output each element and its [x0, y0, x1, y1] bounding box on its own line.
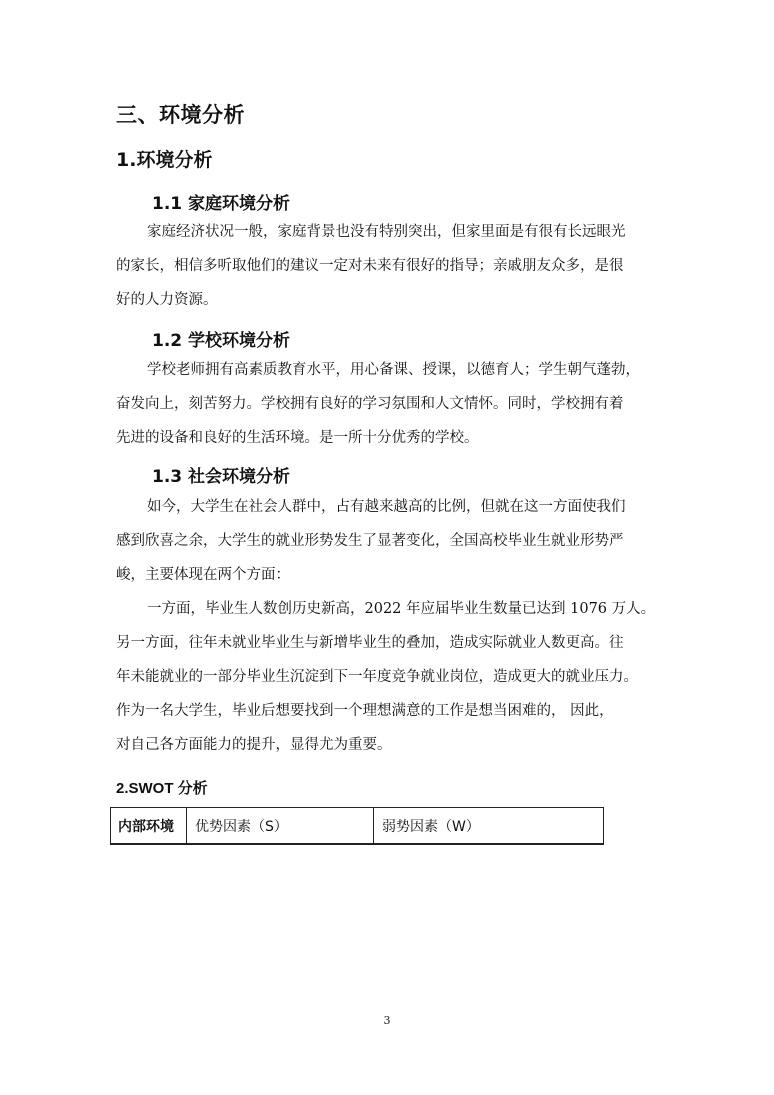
heading-school-environment: 1.2 学校环境分析 — [152, 331, 291, 351]
paragraph-society-environment-2 — [116, 592, 664, 762]
text-line: 年未能就业的一部分毕业生沉淀到下一年度竞争就业岗位，造成更大的就业压力。 — [116, 669, 638, 685]
text-line: 奋发向上，刻苦努力。学校拥有良好的学习氛围和人文情怀。同时，学校拥有着 — [116, 396, 624, 412]
section-title: 三、环境分析 — [116, 103, 245, 127]
text-line: 家庭经济状况一般，家庭背景也没有特别突出，但家里面是有很有长远眼光 — [147, 224, 626, 240]
text-line: 学校老师拥有高素质教育水平，用心备课、授课，以德育人；学生朝气蓬勃， — [147, 362, 640, 378]
text-line: 的家长，相信多听取他们的建议一定对未来有很好的指导；亲戚朋友众多，是很 — [116, 258, 624, 274]
page-number: 3 — [383, 1014, 391, 1027]
table-row — [111, 808, 604, 845]
heading-society-environment: 1.3 社会环境分析 — [152, 467, 291, 487]
text-line: 感到欣喜之余，大学生的就业形势发生了显著变化，全国高校毕业生就业形势严 — [116, 533, 624, 549]
paragraph-family-environment — [116, 215, 664, 317]
text-line: 好的人力资源。 — [116, 292, 218, 308]
heading-family-environment: 1.1 家庭环境分析 — [152, 194, 291, 214]
text-line: 对自己各方面能力的提升，显得尤为重要。 — [116, 737, 392, 753]
text-line: 另一方面，往年未就业毕业生与新增毕业生的叠加，造成实际就业人数更高。往 — [116, 635, 624, 651]
text-line: 如今，大学生在社会人群中，占有越来越高的比例，但就在这一方面使我们 — [147, 499, 626, 515]
paragraph-school-environment — [116, 353, 664, 455]
heading-swot-analysis: 2.SWOT 分析 — [116, 780, 208, 797]
swot-weaknesses-header: 弱势因素（W） — [374, 808, 604, 845]
text-line: 先进的设备和良好的生活环境。是一所十分优秀的学校。 — [116, 430, 479, 446]
paragraph-society-environment-1 — [116, 490, 664, 592]
swot-row-label: 内部环境 — [111, 808, 187, 845]
text-line: 一方面，毕业生人数创历史新高，2022 年应届毕业生数量已达到 1076 万人。 — [147, 601, 656, 617]
swot-table — [110, 807, 604, 845]
swot-strengths-header: 优势因素（S） — [187, 808, 374, 845]
text-line: 作为一名大学生，毕业后想要找到一个理想满意的工作是想当困难的， 因此， — [116, 703, 614, 719]
text-line: 峻，主要体现在两个方面： — [116, 567, 290, 583]
heading-environment-analysis: 1.环境分析 — [116, 149, 213, 171]
